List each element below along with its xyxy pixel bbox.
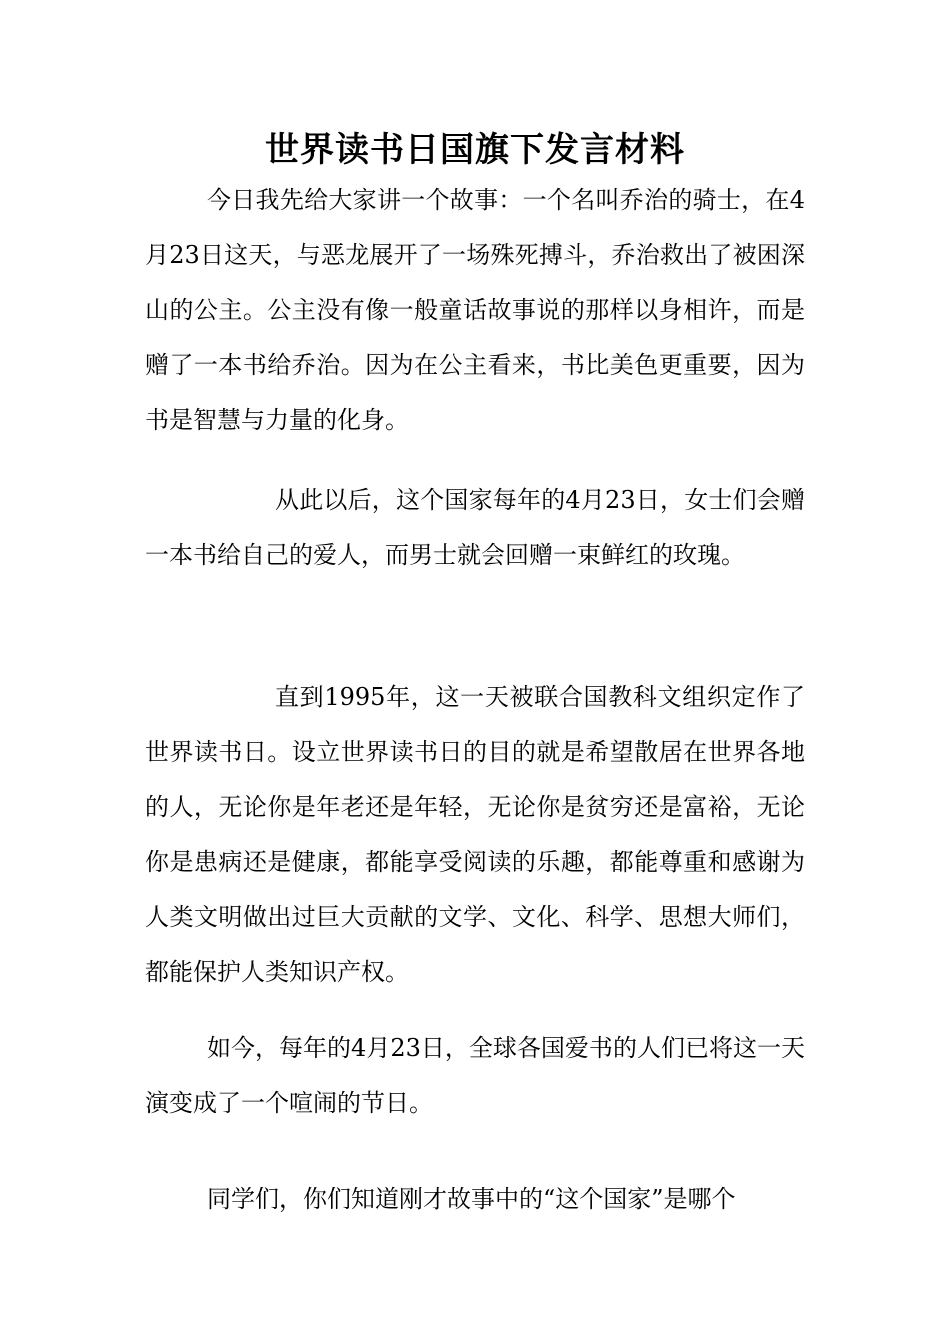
paragraph-unesco: 直到1995年，这一天被联合国教科文组织定作了世界读书日。设立世界读书日的目的就是希望散居在世界各地的人，无论你是年老还是年轻，无论你是贫穷还是富裕，无论你是患病还是健康，都能享受阅读的乐趣，都能尊重和感谢为人类文明做出过巨大贡献的文学、文化、科学、思想大师们，都能保护人类知识产权。 [145, 683, 805, 986]
paragraph-question: 同学们，你们知道刚才故事中的“这个国家”是哪个 [207, 1185, 736, 1213]
paragraph-tradition: 从此以后，这个国家每年的4月23日，女士们会赠一本书给自己的爱人，而男士就会回赠一束鲜红的玫瑰。 [145, 486, 805, 569]
document-title: 世界读书日国旗下发言材料 [265, 130, 685, 170]
paragraph-festival: 如今，每年的4月23日，全球各国爱书的人们已将这一天演变成了一个喧闹的节日。 [145, 1034, 805, 1117]
paragraph-story-intro: 今日我先给大家讲一个故事：一个名叫乔治的骑士，在4月23日这天，与恶龙展开了一场殊死搏斗，乔治救出了被困深山的公主。公主没有像一般童话故事说的那样以身相许，而是赠了一本书给乔治。因为在公主看来，书比美色更重要，因为书是智慧与力量的化身。 [145, 186, 805, 434]
